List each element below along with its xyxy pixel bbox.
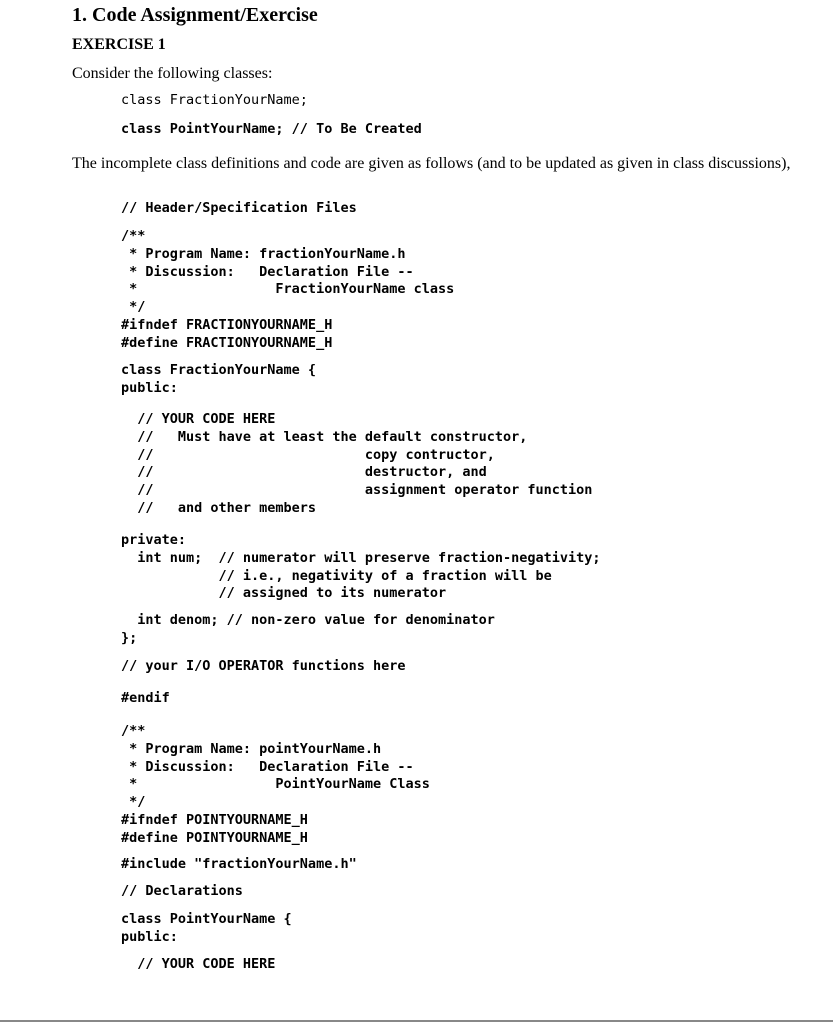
code-block-point-header: /** * Program Name: pointYourName.h * Discussion: Declaration File -- * PointYourName Class */ #ifndef POINTYOURNAME_H #define POINTYOURNAME_H bbox=[121, 723, 430, 846]
section-heading: 1. Code Assignment/Exercise bbox=[72, 4, 318, 26]
description-text: The incomplete class definitions and code are given as follows (and to be updated as given in class discussions), bbox=[72, 155, 791, 172]
code-block-point-your-code: // YOUR CODE HERE bbox=[121, 956, 276, 972]
class-list-item: class FractionYourName; bbox=[121, 92, 308, 108]
intro-text: Consider the following classes: bbox=[72, 65, 273, 82]
code-comment-header: // Header/Specification Files bbox=[121, 200, 357, 216]
page-bottom-divider bbox=[0, 1020, 833, 1022]
code-comment-declarations: // Declarations bbox=[121, 883, 243, 899]
code-block-fraction-class-open: class FractionYourName { public: bbox=[121, 362, 317, 396]
code-include: #include "fractionYourName.h" bbox=[121, 856, 357, 872]
code-block-your-code: // YOUR CODE HERE // Must have at least the default constructor, // copy contructor, // destructor, and // assignment operator function // and other members bbox=[137, 411, 593, 516]
exercise-title: EXERCISE 1 bbox=[72, 36, 166, 53]
code-comment-io-operators: // your I/O OPERATOR functions here bbox=[121, 658, 406, 674]
code-block-denom: int denom; // non-zero value for denominator }; bbox=[121, 612, 495, 646]
code-endif: #endif bbox=[121, 690, 170, 706]
class-list-item: class PointYourName; // To Be Created bbox=[121, 121, 422, 137]
code-block-private: private: int num; // numerator will preserve fraction-negativity; // i.e., negativity of a fraction will be // assigned to its numerator bbox=[121, 532, 601, 602]
code-block-fraction-header: /** * Program Name: fractionYourName.h * Discussion: Declaration File -- * FractionYourName class */ #ifndef FRACTIONYOURNAME_H #define FRACTIONYOURNAME_H bbox=[121, 228, 455, 351]
code-block-point-class-open: class PointYourName { public: bbox=[121, 911, 292, 945]
